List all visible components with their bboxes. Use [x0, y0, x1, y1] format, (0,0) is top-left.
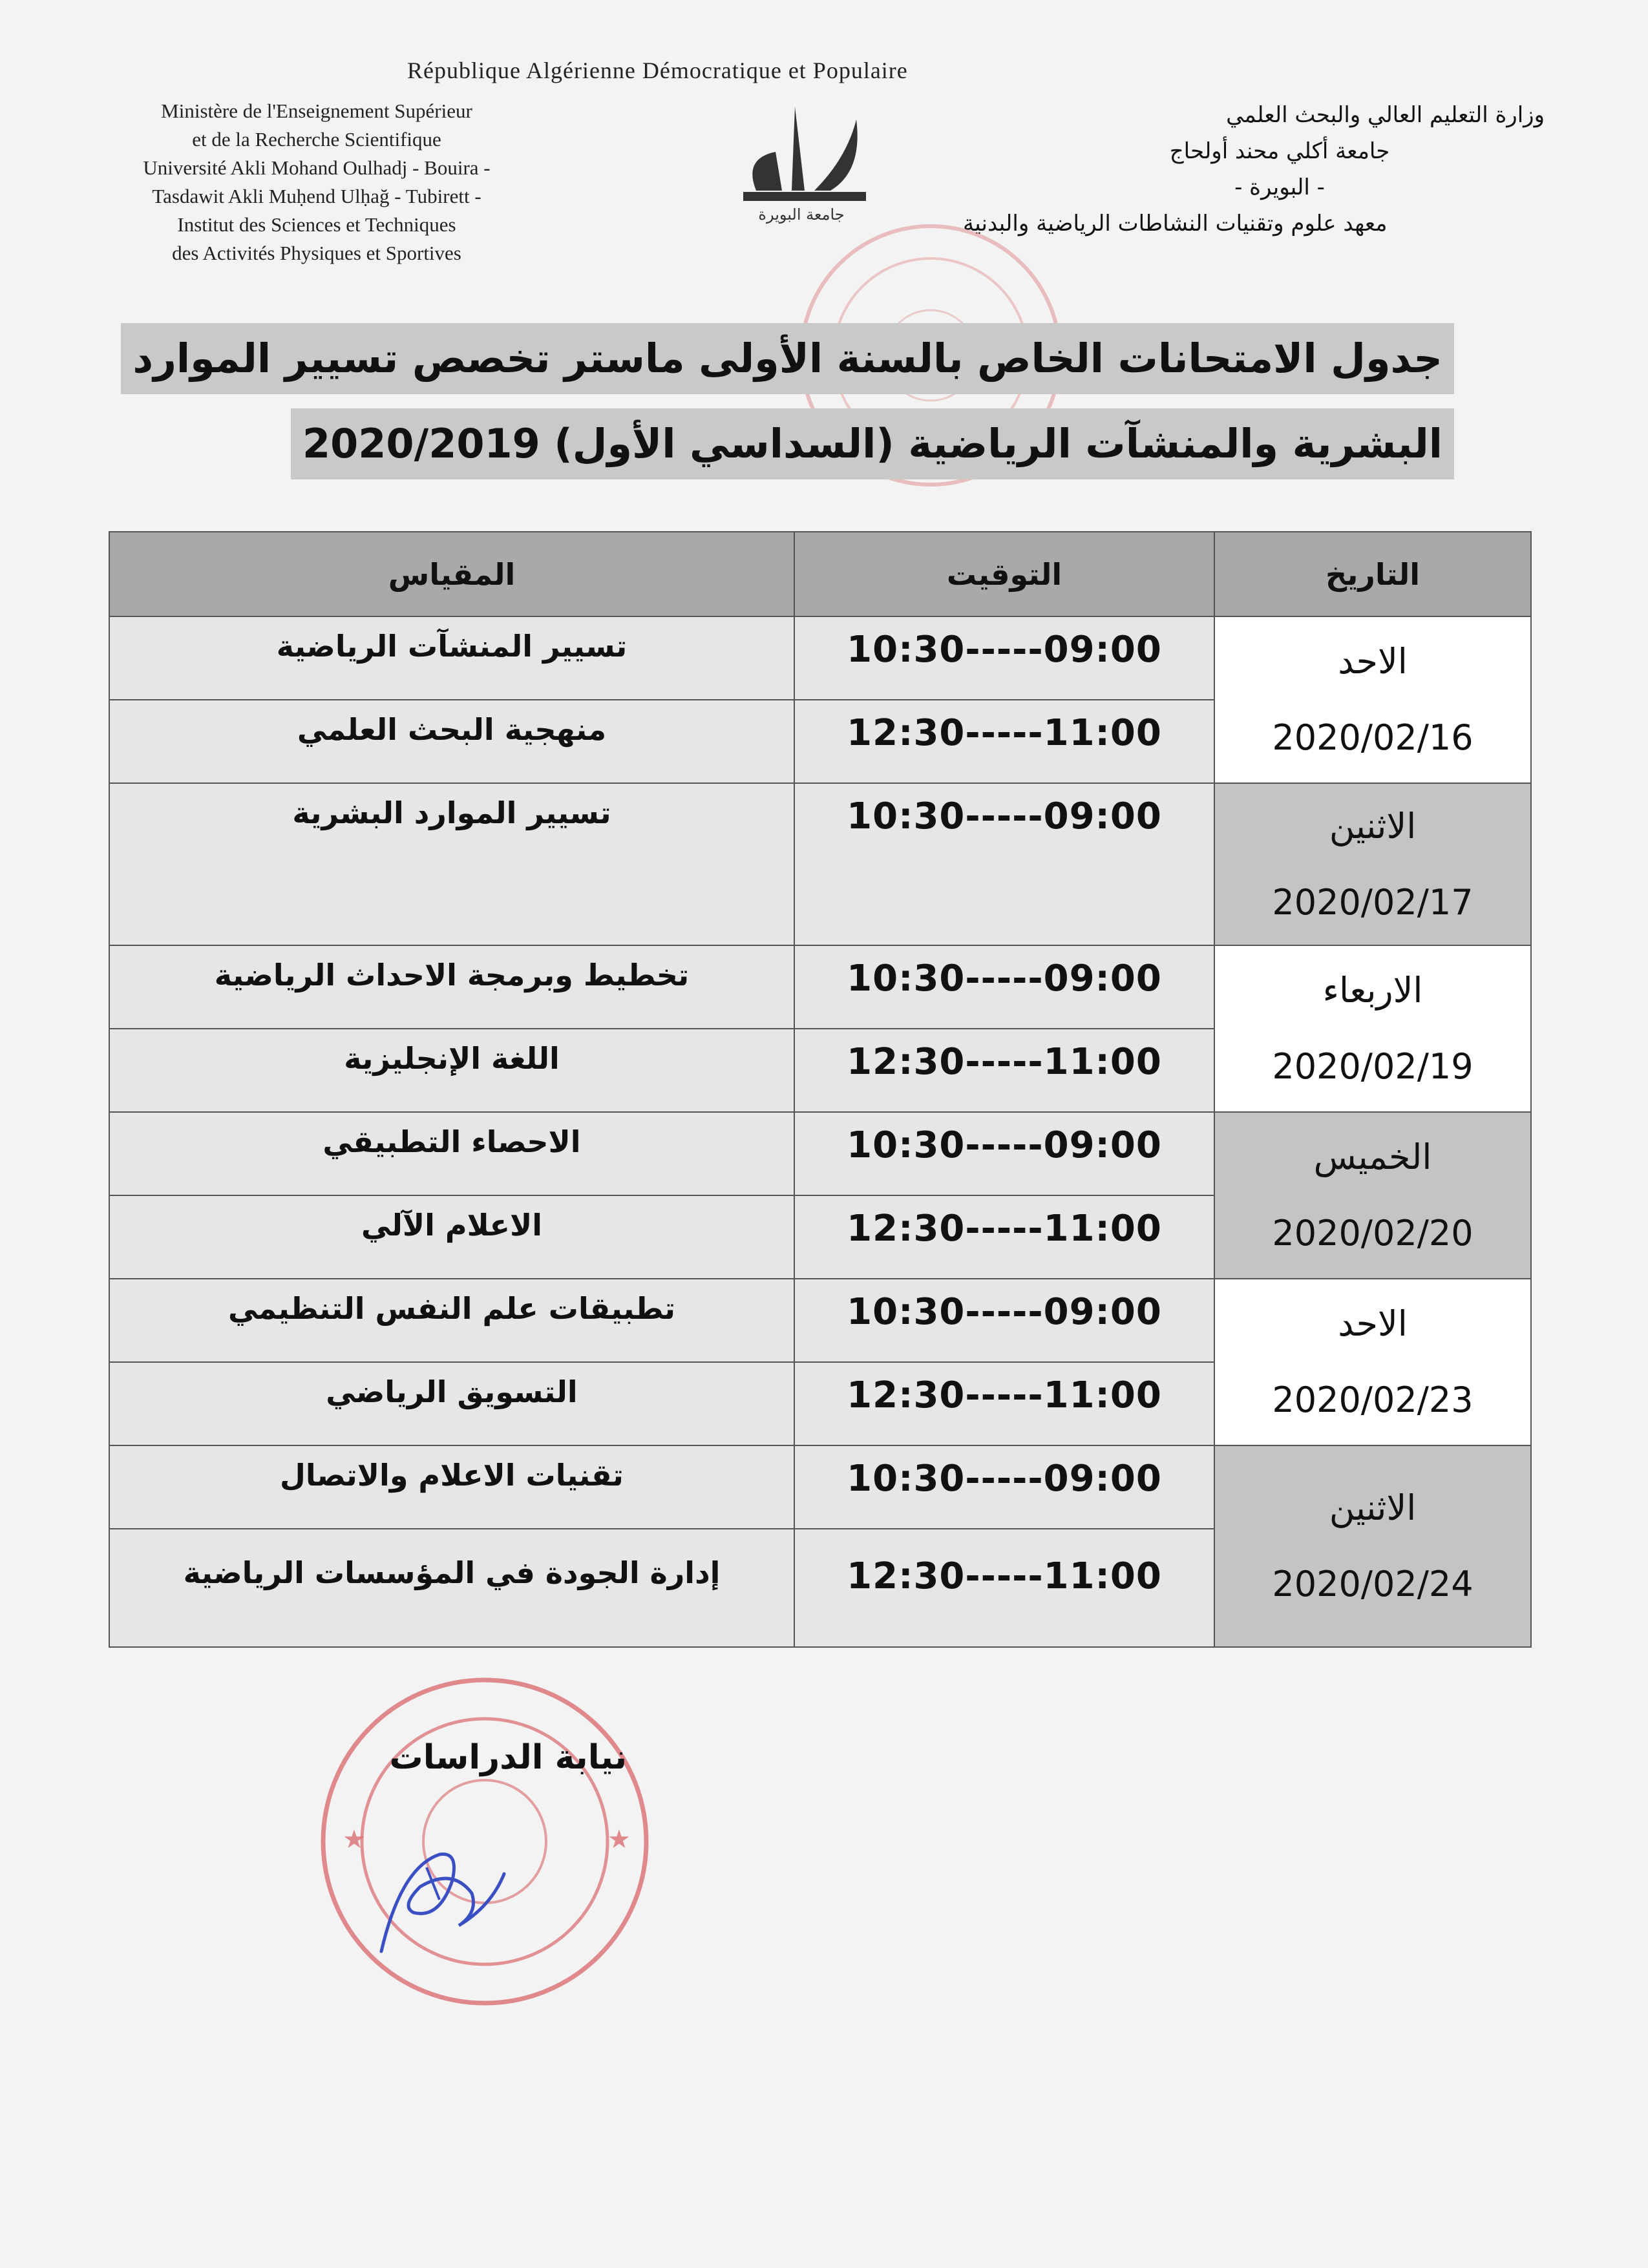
- university-line: Université Akli Mohand Oulhadj - Bouira -: [143, 156, 491, 179]
- day-date: 2020/02/19: [1272, 1046, 1474, 1087]
- university-berber-line: Tasdawit Akli Muḥend Ulḥağ - Tubirett -: [152, 185, 481, 207]
- logo-caption: جامعة البويرة: [758, 205, 845, 224]
- subject-cell: تسيير الموارد البشرية: [109, 783, 794, 945]
- ministry-ar: وزارة التعليم العالي والبحث العلمي: [1226, 102, 1545, 128]
- title-line-2: البشرية والمنشآت الرياضية (السداسي الأول) 2020/2019: [291, 408, 1454, 479]
- day-date: 2020/02/17: [1272, 881, 1474, 923]
- header-date: التاريخ: [1214, 532, 1531, 616]
- university-ar: جامعة أكلي محند أولحاج: [1169, 138, 1390, 164]
- day-name: الخميس: [1313, 1137, 1432, 1177]
- time-cell: 10:30-----09:00: [794, 783, 1214, 945]
- day-cell: [1214, 1112, 1531, 1279]
- ministry-line-2: et de la Recherche Scientifique: [192, 128, 441, 151]
- time-cell: 10:30-----09:00: [794, 1445, 1214, 1529]
- exam-schedule-table: [109, 531, 1532, 1648]
- subject-cell: إدارة الجودة في المؤسسات الرياضية: [109, 1529, 794, 1647]
- table-row: [109, 945, 1531, 1029]
- day-cell: [1214, 616, 1531, 783]
- title-line-1: جدول الامتحانات الخاص بالسنة الأولى ماستر تخصص تسيير الموارد: [121, 323, 1454, 394]
- day-cell: [1214, 945, 1531, 1112]
- svg-text:★: ★: [607, 1825, 631, 1854]
- table-row: [109, 783, 1531, 945]
- subject-cell: منهجية البحث العلمي: [109, 700, 794, 783]
- handwritten-signature: [362, 1829, 517, 1964]
- subject-cell: تقنيات الاعلام والاتصال: [109, 1445, 794, 1529]
- subject-cell: الاحصاء التطبيقي: [109, 1112, 794, 1195]
- institute-line-1: Institut des Sciences et Techniques: [177, 213, 456, 236]
- day-date: 2020/02/23: [1272, 1380, 1474, 1420]
- studies-office-label: نيابة الدراسات: [389, 1738, 627, 1777]
- day-date: 2020/02/20: [1272, 1213, 1474, 1254]
- table-row: [109, 1279, 1531, 1362]
- table-row: [109, 1445, 1531, 1529]
- time-cell: 10:30-----09:00: [794, 1112, 1214, 1195]
- institute-ar: معهد علوم وتقنيات النشاطات الرياضية والبدنية: [963, 211, 1388, 236]
- subject-cell: تخطيط وبرمجة الاحداث الرياضية: [109, 945, 794, 1029]
- document-title: [97, 323, 1454, 494]
- ministry-line-1: Ministère de l'Enseignement Supérieur: [161, 100, 472, 122]
- day-cell: [1214, 1279, 1531, 1445]
- institute-line-2: des Activités Physiques et Sportives: [172, 242, 461, 264]
- french-institution-block: [52, 97, 582, 268]
- day-date: 2020/02/16: [1272, 717, 1474, 758]
- day-name: الاحد: [1338, 641, 1408, 682]
- table-row: [109, 1112, 1531, 1195]
- time-cell: 10:30-----09:00: [794, 945, 1214, 1029]
- time-cell: 12:30-----11:00: [794, 1029, 1214, 1112]
- time-cell: 10:30-----09:00: [794, 616, 1214, 700]
- table-header-row: [109, 532, 1531, 616]
- day-cell: [1214, 1445, 1531, 1647]
- subject-cell: التسويق الرياضي: [109, 1362, 794, 1445]
- svg-text:★: ★: [343, 1825, 366, 1854]
- subject-cell: تطبيقات علم النفس التنظيمي: [109, 1279, 794, 1362]
- time-cell: 12:30-----11:00: [794, 700, 1214, 783]
- subject-cell: الاعلام الآلي: [109, 1195, 794, 1279]
- day-name: الاحد: [1338, 1303, 1408, 1344]
- day-name: الاربعاء: [1322, 970, 1423, 1011]
- time-cell: 12:30-----11:00: [794, 1362, 1214, 1445]
- header-time: التوقيت: [794, 532, 1214, 616]
- time-cell: 12:30-----11:00: [794, 1529, 1214, 1647]
- republic-header: République Algérienne Démocratique et Populaire: [407, 58, 908, 83]
- city-ar: - البويرة -: [1234, 174, 1325, 200]
- header-subject: المقياس: [109, 532, 794, 616]
- table-row: [109, 616, 1531, 700]
- subject-cell: اللغة الإنجليزية: [109, 1029, 794, 1112]
- time-cell: 12:30-----11:00: [794, 1195, 1214, 1279]
- day-date: 2020/02/24: [1272, 1564, 1474, 1604]
- day-cell: [1214, 783, 1531, 945]
- time-cell: 10:30-----09:00: [794, 1279, 1214, 1362]
- subject-cell: تسيير المنشآت الرياضية: [109, 616, 794, 700]
- day-name: الاثنين: [1329, 1487, 1417, 1528]
- day-name: الاثنين: [1329, 805, 1417, 846]
